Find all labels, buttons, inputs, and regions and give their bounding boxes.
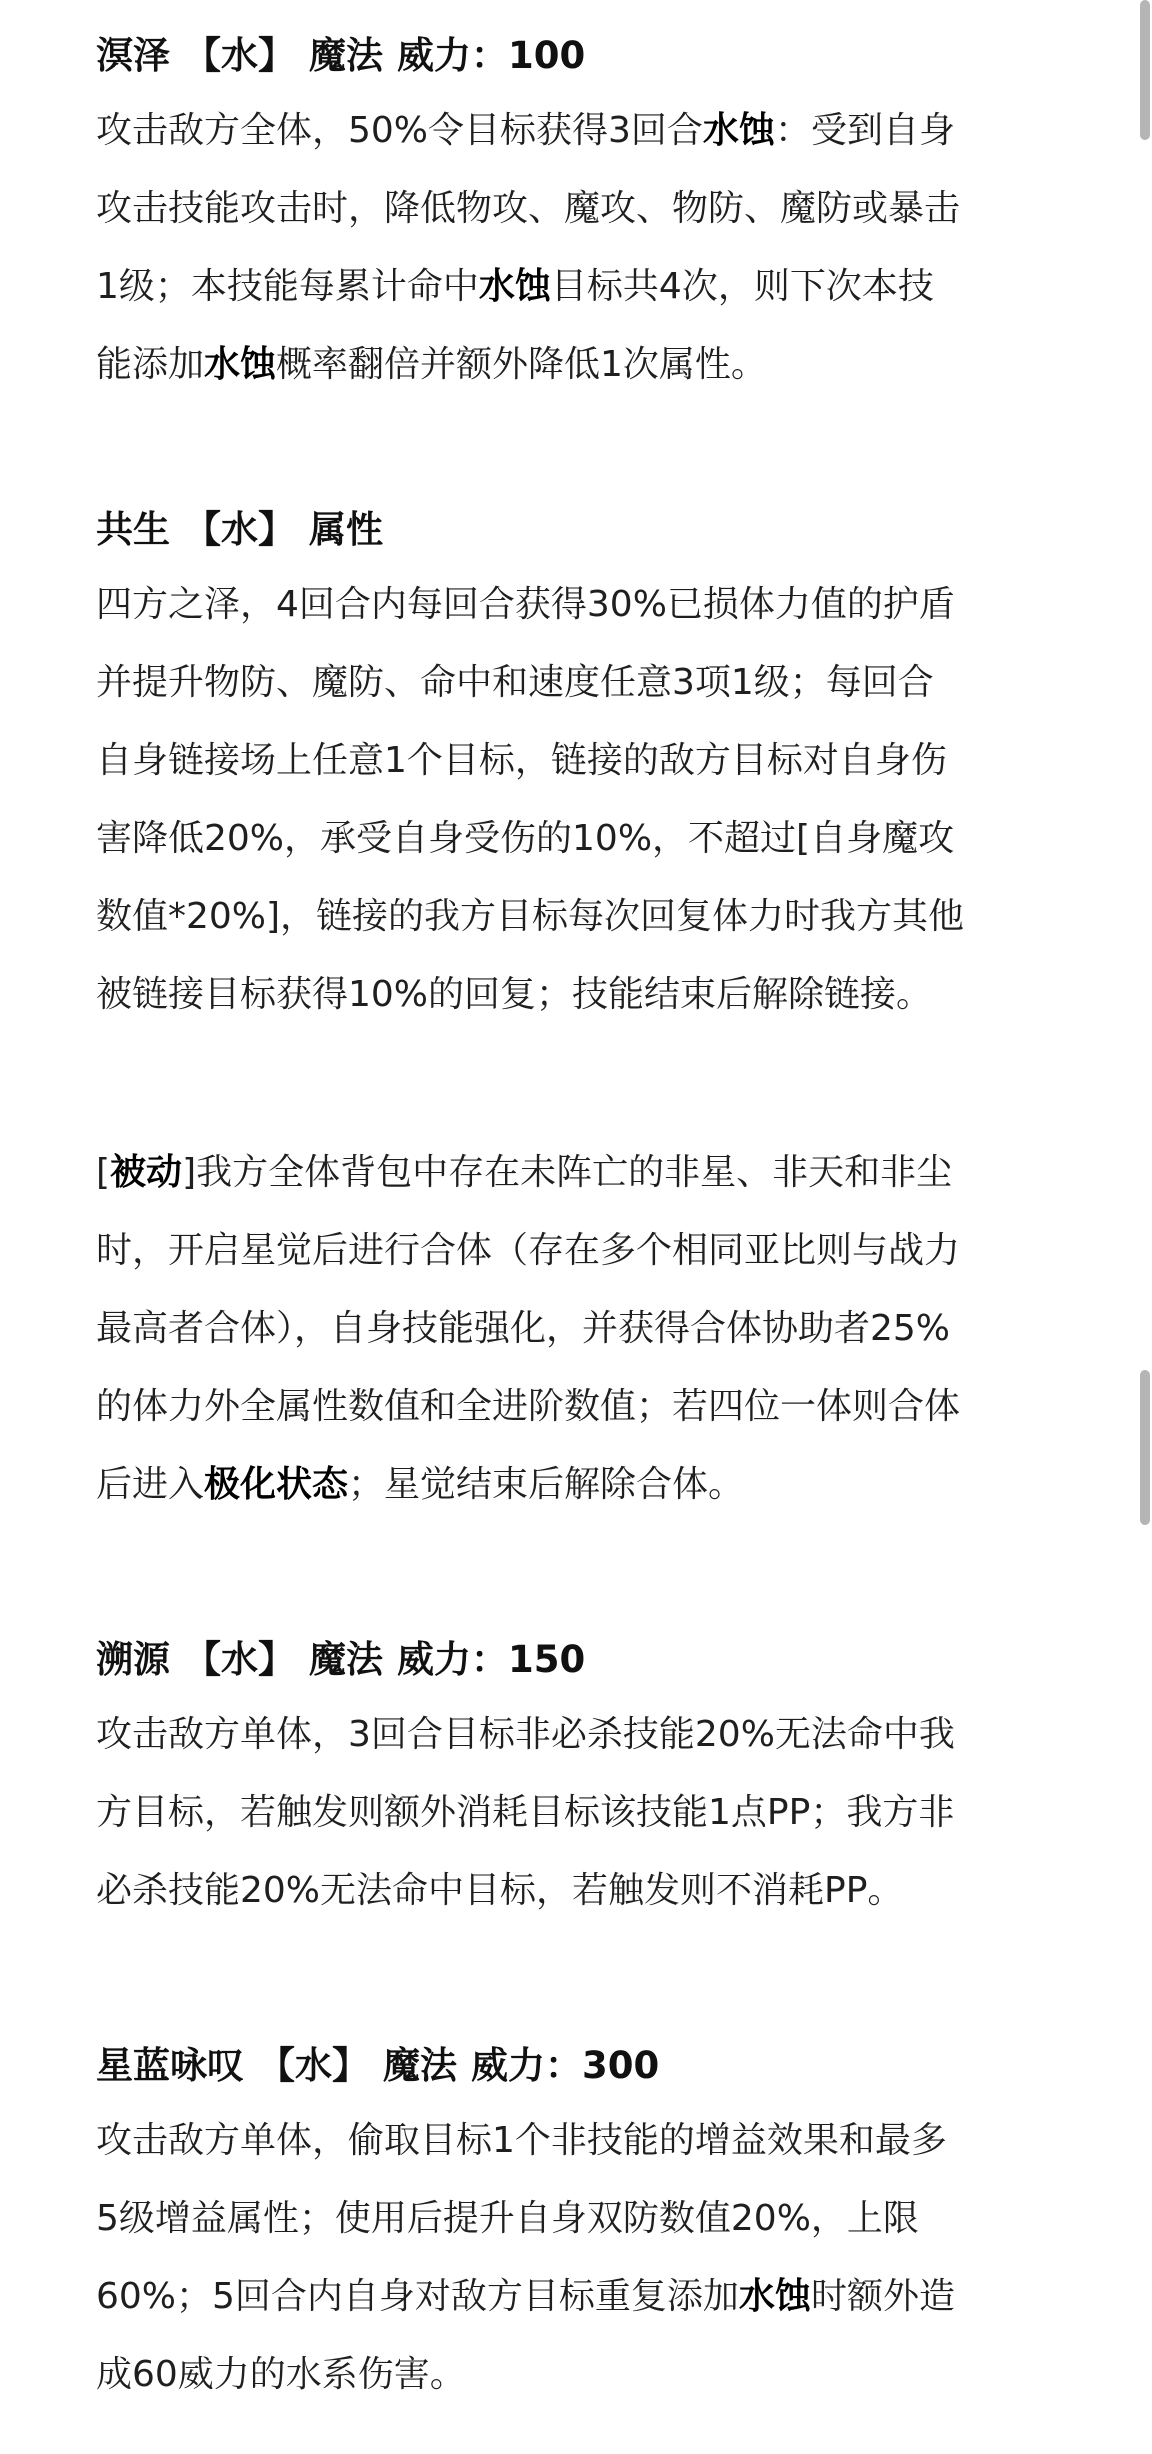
skill-heading [96, 1624, 1066, 1696]
passive-description [96, 1134, 1066, 1524]
description-line: 1级；本技能每累计命中水蚀目标共4次，则下次本技 [96, 266, 934, 307]
description-line: 时，开启星觉后进行合体（存在多个相同亚比则与战力 [96, 1230, 961, 1271]
scrollbar-thumb[interactable] [1140, 1370, 1150, 1525]
skill-description [96, 2102, 1066, 2414]
skill-block [96, 20, 1066, 404]
keyword-highlight: 水蚀 [478, 266, 551, 307]
keyword-highlight: 被动 [110, 1152, 183, 1193]
description-line: 自身链接场上任意1个目标，链接的敌方目标对自身伤 [96, 740, 947, 781]
description-line: 被链接目标获得10%的回复；技能结束后解除链接。 [96, 974, 933, 1015]
description-line: 最高者合体），自身技能强化，并获得合体协助者25% [96, 1308, 951, 1349]
keyword-highlight: 水蚀 [738, 2276, 811, 2317]
skill-element: 【水】 [184, 508, 295, 551]
skill-name: 溟泽 [96, 34, 170, 77]
description-line: 四方之泽，4回合内每回合获得30%已损体力值的护盾 [96, 584, 955, 625]
skill-heading [96, 2030, 1066, 2102]
skill-description [96, 1696, 1066, 1930]
description-line: 方目标，若触发则额外消耗目标该技能1点PP；我方非 [96, 1792, 955, 1833]
skill-category: 魔法 [309, 1638, 383, 1681]
skill-description [96, 566, 1066, 1034]
passive-block [96, 1134, 1066, 1524]
description-line: 攻击敌方单体，3回合目标非必杀技能20%无法命中我 [96, 1714, 955, 1755]
skill-name: 溯源 [96, 1638, 170, 1681]
skill-category: 属性 [309, 508, 383, 551]
skill-power: 威力：100 [397, 34, 586, 77]
skill-power: 威力：300 [471, 2044, 660, 2087]
description-line: 攻击技能攻击时，降低物攻、魔攻、物防、魔防或暴击 [96, 188, 961, 229]
skill-block [96, 1624, 1066, 1930]
scrollbar[interactable] [1138, 0, 1152, 2454]
skill-description [96, 92, 1066, 404]
description-line: 能添加水蚀概率翻倍并额外降低1次属性。 [96, 344, 767, 385]
skill-category: 魔法 [309, 34, 383, 77]
description-line: 60%；5回合内自身对敌方目标重复添加水蚀时额外造 [96, 2276, 955, 2317]
description-line: 成60威力的水系伤害。 [96, 2354, 466, 2395]
description-line: 害降低20%，承受自身受伤的10%，不超过[自身魔攻 [96, 818, 955, 859]
scrollbar-thumb[interactable] [1140, 0, 1150, 140]
skill-element: 【水】 [258, 2044, 369, 2087]
description-line: 5级增益属性；使用后提升自身双防数值20%，上限 [96, 2198, 919, 2239]
skill-block [96, 2030, 1066, 2414]
keyword-highlight: 水蚀 [204, 344, 277, 385]
skill-name: 共生 [96, 508, 170, 551]
description-line: 的体力外全属性数值和全进阶数值；若四位一体则合体 [96, 1386, 961, 1427]
description-line: 攻击敌方全体，50%令目标获得3回合水蚀：受到自身 [96, 110, 955, 151]
description-line: 并提升物防、魔防、命中和速度任意3项1级；每回合 [96, 662, 934, 703]
keyword-highlight: 极化状态 [204, 1464, 349, 1505]
description-line: 必杀技能20%无法命中目标，若触发则不消耗PP。 [96, 1870, 904, 1911]
skill-name: 星蓝咏叹 [96, 2044, 244, 2087]
description-line: 攻击敌方单体，偷取目标1个非技能的增益效果和最多 [96, 2120, 947, 2161]
skill-power: 威力：150 [397, 1638, 586, 1681]
skill-element: 【水】 [184, 34, 295, 77]
skill-heading [96, 20, 1066, 92]
description-line: 数值*20%]，链接的我方目标每次回复体力时我方其他 [96, 896, 965, 937]
skill-element: 【水】 [184, 1638, 295, 1681]
description-line: 后进入极化状态；星觉结束后解除合体。 [96, 1464, 745, 1505]
skill-category: 魔法 [383, 2044, 457, 2087]
skill-heading [96, 494, 1066, 566]
keyword-highlight: 水蚀 [702, 110, 775, 151]
skill-block [96, 494, 1066, 1034]
skill-list [96, 20, 1066, 2414]
description-line: [被动]我方全体背包中存在未阵亡的非星、非天和非尘 [96, 1152, 953, 1193]
